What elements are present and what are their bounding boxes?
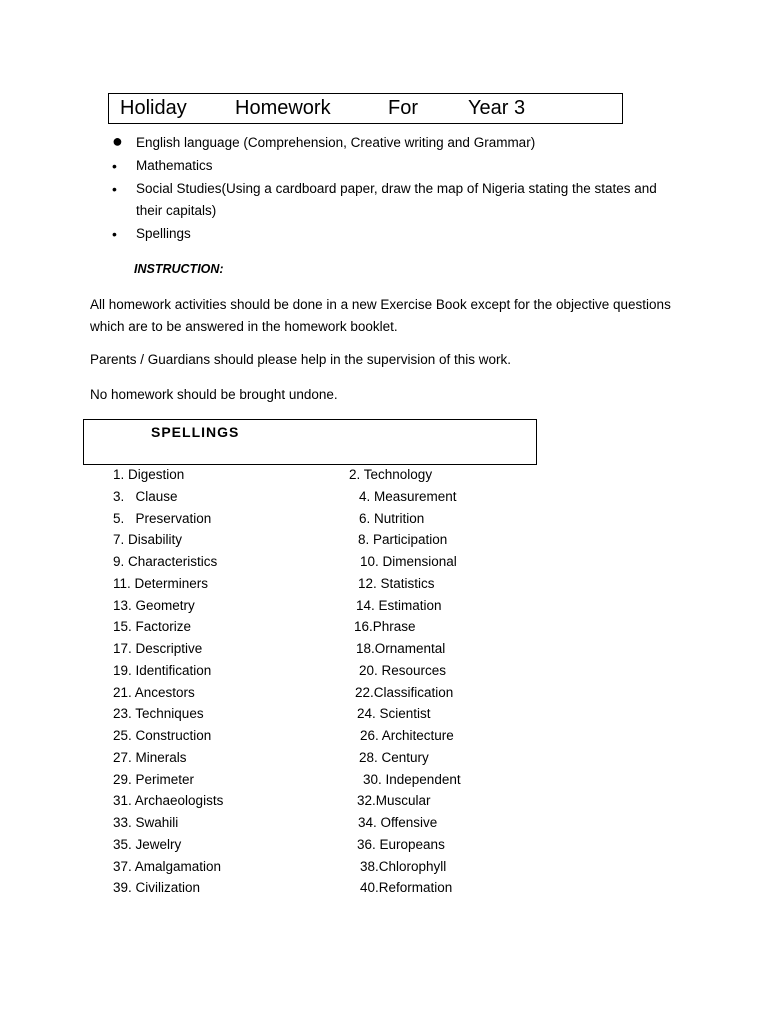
spelling-word: 6. Nutrition — [359, 510, 425, 526]
spelling-word: 13. Geometry — [113, 597, 195, 613]
spelling-word: 27. Minerals — [113, 749, 187, 765]
spelling-row — [0, 769, 768, 791]
instruction-paragraph-1: All homework activities should be done in a new Exercise Book except for the objective questions which are to be answered in the homework booklet. — [90, 297, 671, 334]
spelling-row — [0, 660, 768, 682]
spelling-word: 18.Ornamental — [356, 641, 446, 656]
spelling-word: 14. Estimation — [356, 597, 442, 613]
spelling-word: 29. Perimeter — [113, 771, 195, 787]
spelling-word: 21. Ancestors — [113, 684, 195, 700]
spelling-row — [0, 747, 768, 769]
spelling-word: 2. Technology — [349, 467, 433, 482]
spelling-word: 7. Disability — [113, 532, 183, 548]
spelling-row — [0, 834, 768, 856]
spelling-word: 3. Clause — [113, 488, 178, 504]
subject-label: Mathematics — [136, 158, 213, 173]
spelling-word: 10. Dimensional — [360, 554, 457, 569]
spelling-word: 33. Swahili — [113, 815, 179, 830]
spelling-word: 22.Classification — [355, 684, 454, 700]
instruction-paragraph-3: No homework should be brought undone. — [90, 387, 338, 402]
spelling-word: 35. Jewelry — [113, 836, 182, 852]
title-word-for: For — [388, 97, 418, 119]
instruction-paragraph-2: Parents / Guardians should please help in the supervision of this work. — [90, 352, 511, 367]
spelling-row — [0, 877, 768, 899]
title-box — [108, 93, 623, 124]
subject-label: Spellings — [136, 226, 191, 241]
spelling-row — [0, 856, 768, 878]
subject-label: Social Studies(Using a cardboard paper, draw the map of Nigeria stating the states and their capitals) — [136, 181, 657, 218]
spelling-row — [0, 464, 768, 486]
spelling-word: 37. Amalgamation — [113, 858, 222, 874]
spelling-word: 24. Scientist — [357, 706, 431, 722]
spelling-word: 5. Preservation — [113, 510, 212, 526]
spelling-row — [0, 551, 768, 573]
spelling-word: 4. Measurement — [359, 488, 457, 504]
bullet-icon: • — [112, 226, 117, 242]
spelling-row — [0, 486, 768, 508]
spelling-word: 12. Statistics — [358, 575, 435, 591]
spelling-word: 39. Civilization — [113, 880, 201, 896]
spelling-row — [0, 508, 768, 530]
spelling-row — [0, 725, 768, 747]
spelling-word: 9. Characteristics — [113, 554, 218, 569]
spelling-word: 19. Identification — [113, 662, 212, 678]
bullet-icon: • — [112, 181, 117, 197]
spelling-word: 31. Archaeologists — [113, 793, 224, 809]
subject-item — [112, 132, 672, 154]
spelling-word: 36. Europeans — [357, 836, 445, 852]
title-word-holiday: Holiday — [120, 97, 187, 119]
spelling-row — [0, 573, 768, 595]
spelling-word: 17. Descriptive — [113, 641, 203, 656]
subject-item — [112, 178, 672, 222]
spelling-word: 1. Digestion — [113, 467, 185, 482]
spelling-row — [0, 812, 768, 834]
bullet-icon: ● — [112, 131, 123, 151]
spelling-row — [0, 616, 768, 638]
spelling-word: 20. Resources — [359, 662, 447, 678]
spelling-row — [0, 682, 768, 704]
spelling-word: 15. Factorize — [113, 619, 192, 635]
spelling-word: 26. Architecture — [360, 728, 454, 743]
title-word-homework: Homework — [235, 97, 331, 119]
subject-label: English language (Comprehension, Creative writing and Grammar) — [136, 135, 536, 150]
spelling-row — [0, 703, 768, 725]
title-word-year: Year 3 — [468, 97, 526, 119]
spelling-word: 32.Muscular — [357, 793, 431, 809]
spelling-word: 34. Offensive — [358, 815, 438, 830]
spelling-row — [0, 529, 768, 551]
spelling-row — [0, 790, 768, 812]
subject-list — [112, 132, 672, 246]
spelling-word: 25. Construction — [113, 728, 212, 743]
spelling-row — [0, 595, 768, 617]
bullet-icon: • — [112, 158, 117, 174]
subject-item — [112, 223, 672, 245]
instruction-heading: INSTRUCTION: — [134, 262, 224, 276]
spelling-word: 23. Techniques — [113, 706, 204, 722]
spelling-word: 8. Participation — [358, 532, 448, 548]
spelling-row — [0, 638, 768, 660]
spelling-word: 30. Independent — [363, 771, 461, 787]
spelling-word: 11. Determiners — [113, 575, 209, 591]
spellings-heading-box — [83, 419, 537, 465]
spelling-word: 28. Century — [359, 749, 429, 765]
spelling-word: 40.Reformation — [360, 880, 453, 896]
spelling-word: 38.Chlorophyll — [360, 858, 447, 874]
spellings-heading: SPELLINGS — [151, 424, 240, 440]
subject-item — [112, 155, 672, 177]
spelling-word: 16.Phrase — [354, 619, 416, 635]
spelling-list — [0, 464, 768, 899]
